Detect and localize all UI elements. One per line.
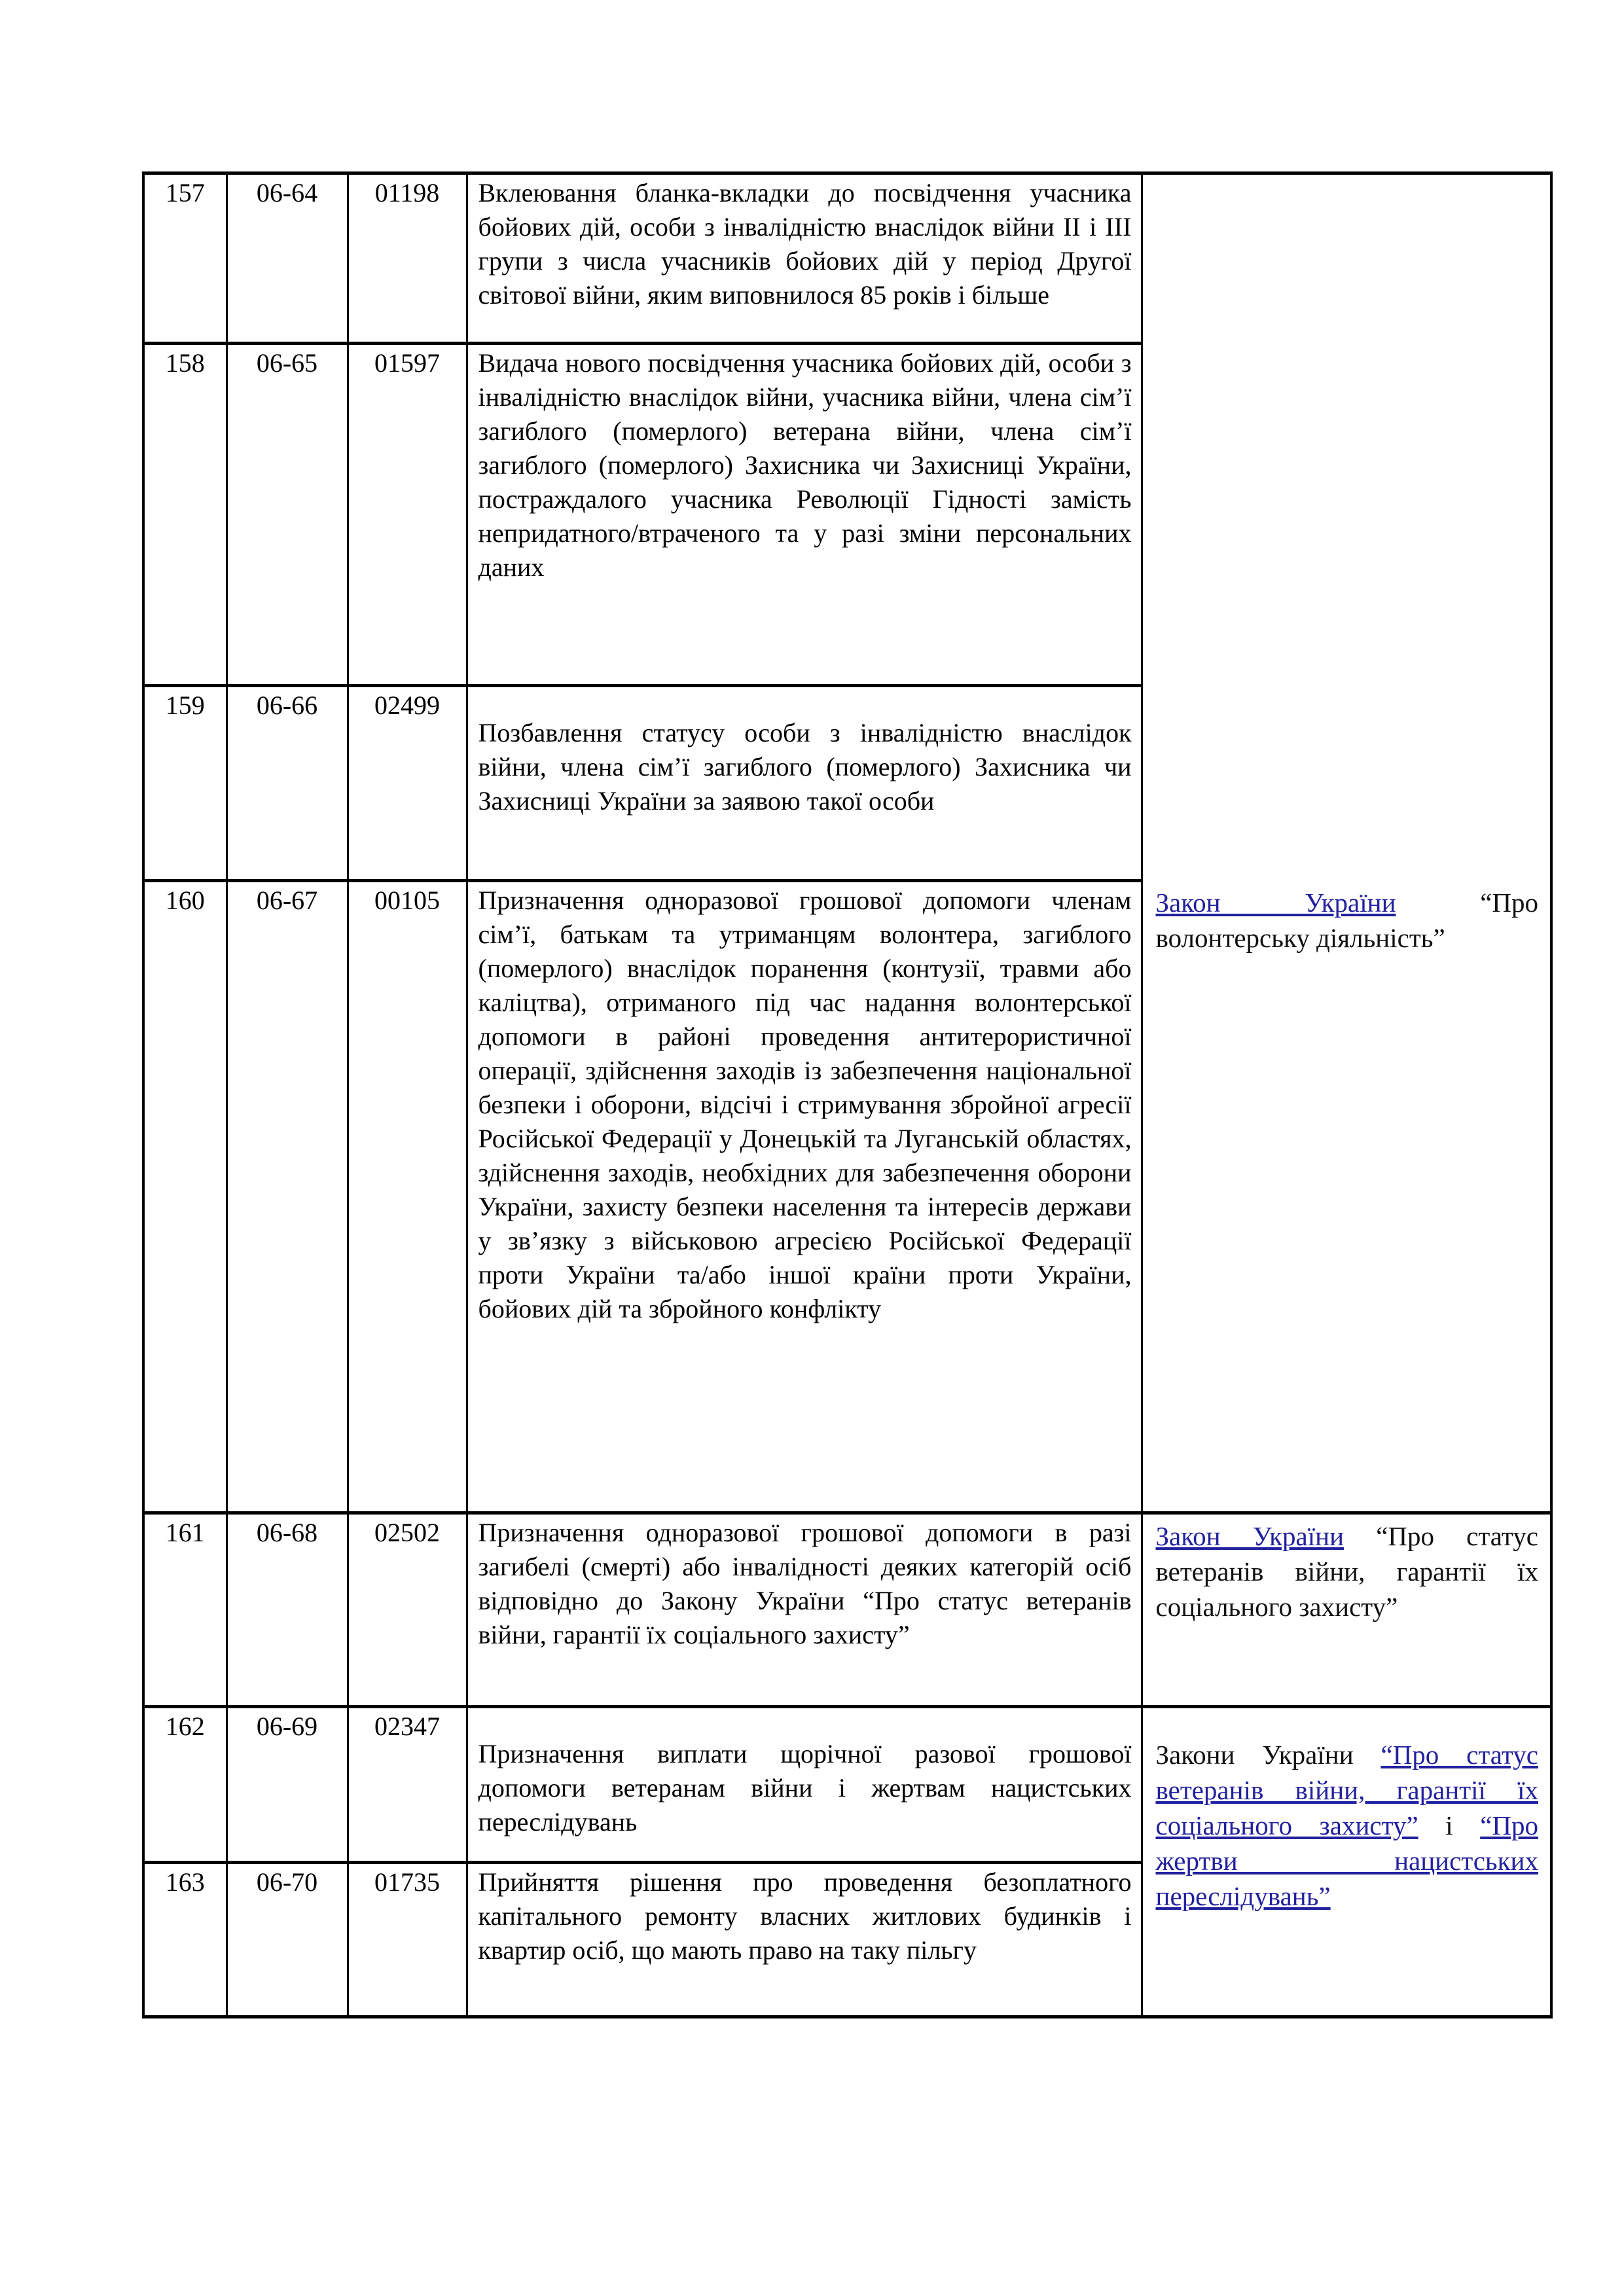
service-description: Позбавлення статусу особи з інвалідністю внаслідок війни, члена сім’ї загиблого (померлого) Захисника чи Захисниці України за заявою такої особи: [467, 686, 1142, 881]
legal-text: “Про волонтерську діяльність”: [1155, 888, 1538, 953]
group-code: 06-69: [226, 1707, 348, 1863]
law-link-veterans-status-2[interactable]: “Про статус ветеранів війни, гарантії їх соціального захисту”: [1155, 1740, 1538, 1840]
row-number: 159: [143, 686, 226, 881]
legal-basis-cell: [1142, 1707, 1551, 2017]
law-link-veterans-status[interactable]: Закон України: [1155, 1521, 1344, 1551]
row-number: 158: [143, 344, 226, 686]
legal-text: Закони України: [1155, 1740, 1381, 1770]
service-description: Призначення одноразової грошової допомоги в разі загибелі (смерті) або інвалідності деяких категорій осіб відповідно до Закону України “Про статус ветеранів війни, гарантії їх соціального захисту”: [467, 1513, 1142, 1707]
service-code: 01735: [348, 1863, 467, 2017]
legal-basis-cell: [1142, 1513, 1551, 1707]
row-number: 160: [143, 881, 226, 1513]
service-code: 01198: [348, 173, 467, 344]
service-description: Видача нового посвідчення учасника бойових дій, особи з інвалідністю внаслідок війни, учасника війни, члена сім’ї загиблого (померлого) ветерана війни, члена сім’ї загиблого (померлого) Захисника чи Захисниці України, постраждалого учасника Революції Гідності замість непридатного/втраченого та у разі зміни персональних даних: [467, 344, 1142, 686]
services-registry-table: [142, 171, 1553, 2018]
service-description: Призначення одноразової грошової допомоги членам сім’ї, батькам та утриманцям волонтера, загиблого (померлого) внаслідок поранення (контузії, травми або каліцтва), отриманого під час надання волонтерської допомоги в районі проведення антитерористичної операції, здійснення заходів із забезпечення національної безпеки і оборони, відсічі і стримування збройної агресії Російської Федерації у Донецькій та Луганській областях, здійснення заходів, необхідних для забезпечення оборони України, захисту безпеки населення та інтересів держави у зв’язку з військовою агресією Російської Федерації проти України та/або іншої країни проти України, бойових дій та збройного конфлікту: [467, 881, 1142, 1513]
service-code: 02502: [348, 1513, 467, 1707]
service-description: Прийняття рішення про проведення безоплатного капітального ремонту власних житлових будинків і квартир осіб, що мають право на таку пільгу: [467, 1863, 1142, 2017]
row-number: 161: [143, 1513, 226, 1707]
service-code: 02347: [348, 1707, 467, 1863]
legal-text: “Про статус ветеранів війни, гарантії їх соціального захисту”: [1155, 1521, 1538, 1622]
table-row-161: [143, 1513, 1551, 1707]
group-code: 06-64: [226, 173, 348, 344]
table-row-162: [143, 1707, 1551, 1863]
group-code: 06-67: [226, 881, 348, 1513]
law-link-volunteer-activity[interactable]: Закон України: [1155, 888, 1396, 918]
row-number: 157: [143, 173, 226, 344]
group-code: 06-68: [226, 1513, 348, 1707]
row-number: 162: [143, 1707, 226, 1863]
service-description: Вклеювання бланка-вкладки до посвідчення учасника бойових дій, особи з інвалідністю внаслідок війни ІІ і ІІІ групи з числа учасників бойових дій у період Другої світової війни, яким виповнилося 85 років і більше: [467, 173, 1142, 344]
group-code: 06-70: [226, 1863, 348, 2017]
row-number: 163: [143, 1863, 226, 2017]
service-code: 00105: [348, 881, 467, 1513]
group-code: 06-66: [226, 686, 348, 881]
legal-basis-cell: [1142, 173, 1551, 1513]
service-code: 02499: [348, 686, 467, 881]
law-link-nazi-victims[interactable]: “Про жертви нацистських переслідувань”: [1155, 1810, 1538, 1911]
table-row-157: [143, 173, 1551, 344]
group-code: 06-65: [226, 344, 348, 686]
service-code: 01597: [348, 344, 467, 686]
legal-text: і: [1418, 1810, 1481, 1840]
service-description: Призначення виплати щорічної разової грошової допомоги ветеранам війни і жертвам нацистських переслідувань: [467, 1707, 1142, 1863]
